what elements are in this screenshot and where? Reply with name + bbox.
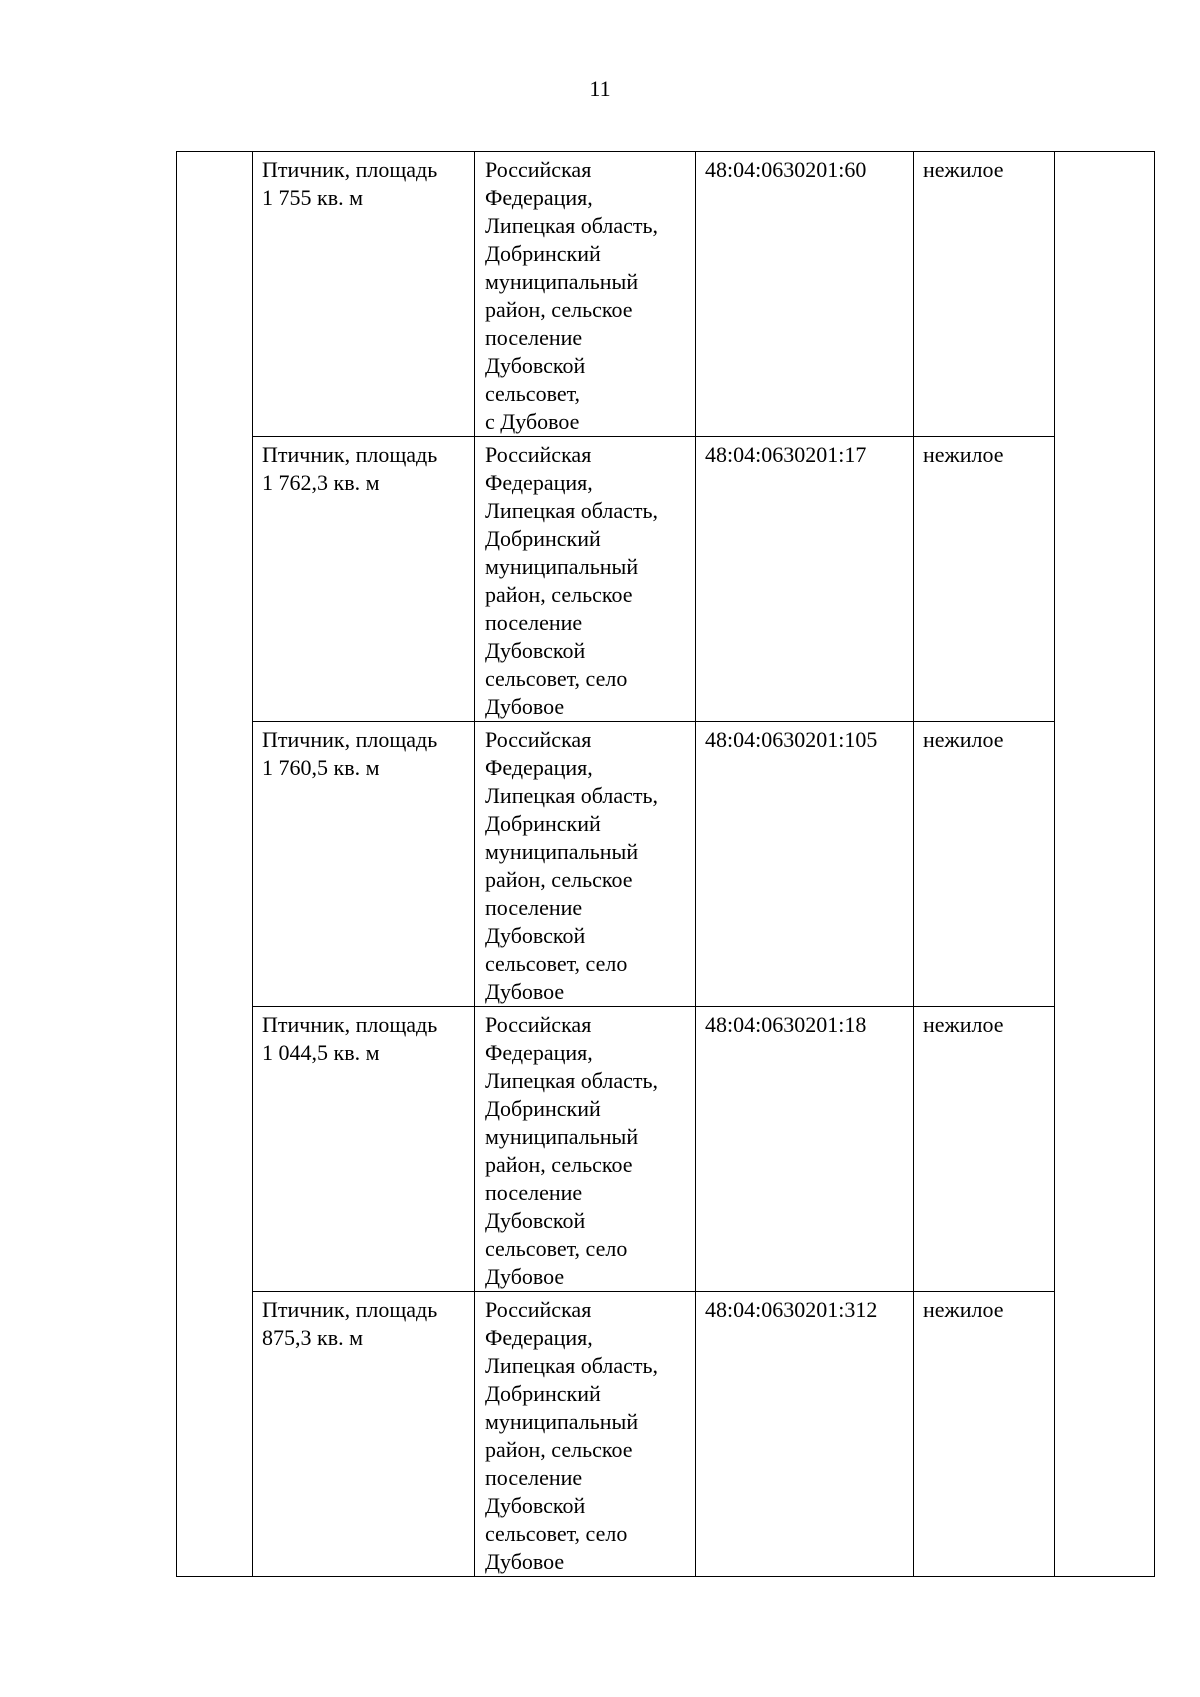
- status-cell: нежилое: [914, 722, 1055, 1007]
- cadastral-number-cell: 48:04:0630201:312: [696, 1292, 914, 1577]
- extra-cell: [1055, 152, 1155, 1577]
- object-name-cell: Птичник, площадь 1 762,3 кв. м: [253, 437, 475, 722]
- address-cell: Российская Федерация, Липецкая область, Добринский муниципальный район, сельское поселение Дубовской сельсовет, село Дубовое: [475, 1007, 696, 1292]
- address-cell: Российская Федерация, Липецкая область, Добринский муниципальный район, сельское поселение Дубовской сельсовет, с Дубовое: [475, 152, 696, 437]
- object-name-cell: Птичник, площадь 1 760,5 кв. м: [253, 722, 475, 1007]
- address-cell: Российская Федерация, Липецкая область, Добринский муниципальный район, сельское поселение Дубовской сельсовет, село Дубовое: [475, 437, 696, 722]
- object-name-cell: Птичник, площадь 1 755 кв. м: [253, 152, 475, 437]
- object-name-cell: Птичник, площадь 875,3 кв. м: [253, 1292, 475, 1577]
- property-table: [176, 151, 1155, 1577]
- cadastral-number-cell: 48:04:0630201:17: [696, 437, 914, 722]
- cadastral-number-cell: 48:04:0630201:105: [696, 722, 914, 1007]
- status-cell: нежилое: [914, 437, 1055, 722]
- table-row: [177, 152, 1155, 437]
- cadastral-number-cell: 48:04:0630201:18: [696, 1007, 914, 1292]
- status-cell: нежилое: [914, 1292, 1055, 1577]
- address-cell: Российская Федерация, Липецкая область, Добринский муниципальный район, сельское поселение Дубовской сельсовет, село Дубовое: [475, 1292, 696, 1577]
- index-cell: [177, 152, 253, 1577]
- page-number: 11: [589, 76, 611, 101]
- table-row: [177, 1292, 1155, 1577]
- table-row: [177, 722, 1155, 1007]
- table-row: [177, 1007, 1155, 1292]
- object-name-cell: Птичник, площадь 1 044,5 кв. м: [253, 1007, 475, 1292]
- status-cell: нежилое: [914, 1007, 1055, 1292]
- cadastral-number-cell: 48:04:0630201:60: [696, 152, 914, 437]
- status-cell: нежилое: [914, 152, 1055, 437]
- table-row: [177, 437, 1155, 722]
- address-cell: Российская Федерация, Липецкая область, Добринский муниципальный район, сельское поселение Дубовской сельсовет, село Дубовое: [475, 722, 696, 1007]
